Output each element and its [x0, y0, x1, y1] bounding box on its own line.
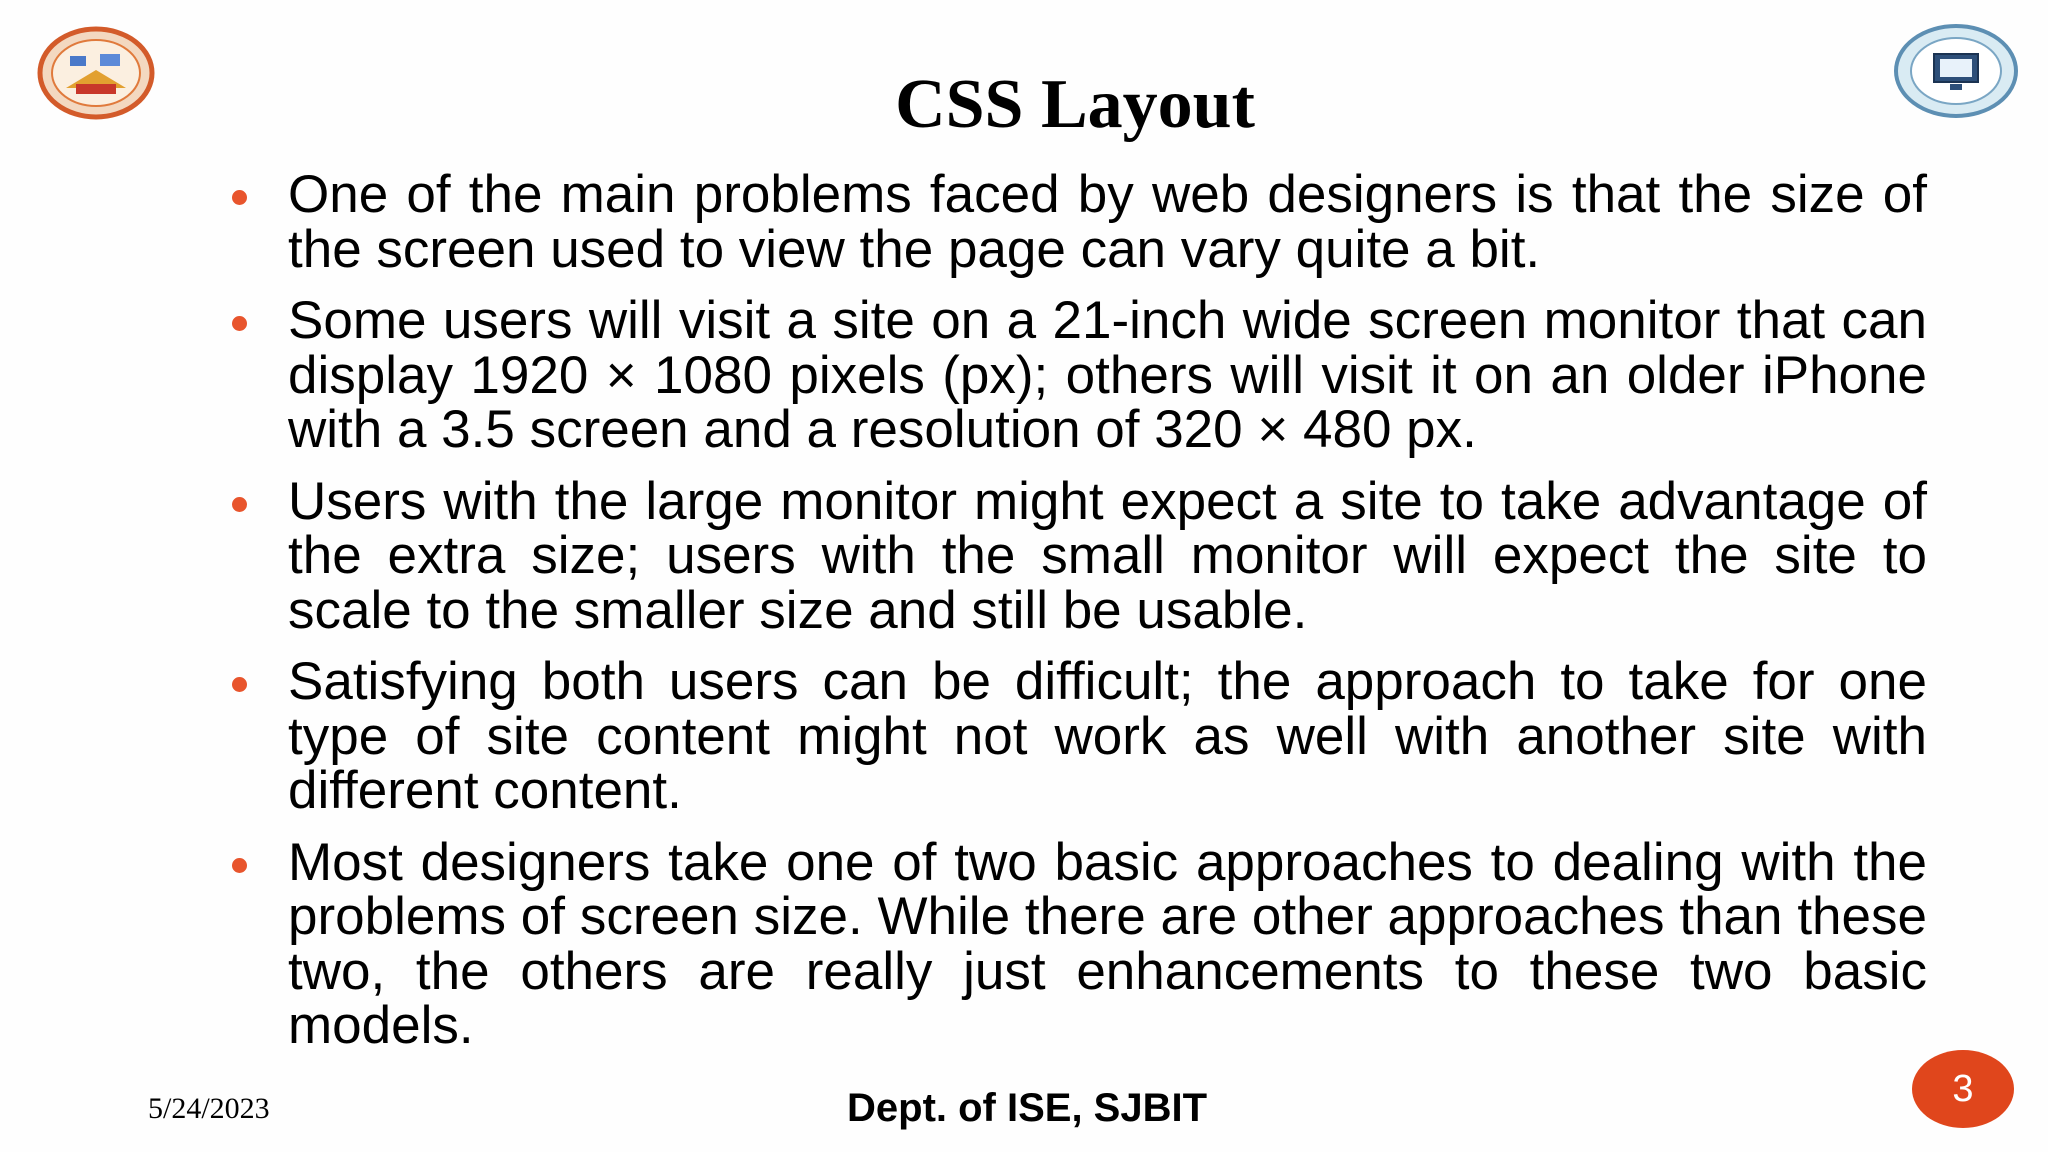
- bullet-text: Users with the large monitor might expect a site to take advantage of the extra size; users with the small monitor will expect the site to scale to the smaller size and still be usable.: [288, 471, 1927, 640]
- bullet-item: [224, 652, 1927, 820]
- bullet-item: [224, 471, 1927, 640]
- bullet-dot-icon: [232, 316, 247, 331]
- bullet-item: [224, 291, 1927, 459]
- bullet-dot-icon: [232, 858, 247, 873]
- bullet-dot-icon: [232, 677, 247, 692]
- bullet-text: Most designers take one of two basic approaches to dealing with the problems of screen size. While there are other approaches than these two, the others are really just enhancements to these two basic models.: [288, 832, 1927, 1055]
- bullet-dot-icon: [232, 497, 247, 512]
- bullet-text: Some users will visit a site on a 21-inch wide screen monitor that can display 1920 × 1080 pixels (px); others will visit it on an older iPhone with a 3.5 screen and a resolution of 320 × 480 px.: [288, 291, 1927, 459]
- bullet-list: [224, 165, 1927, 1071]
- bullet-item: [224, 165, 1927, 279]
- bullet-text: Satisfying both users can be difficult; the approach to take for one type of site content might not work as well with another site with different content.: [288, 652, 1927, 820]
- bullet-dot-icon: [232, 190, 247, 205]
- page-number-badge: 3: [1912, 1050, 2014, 1128]
- bullet-text: One of the main problems faced by web designers is that the size of the screen used to view the page can vary quite a bit.: [288, 165, 1927, 279]
- footer-department: Dept. of ISE, SJBIT: [847, 1086, 1208, 1130]
- footer-date: 5/24/2023: [148, 1092, 270, 1125]
- slide-title: CSS Layout: [895, 66, 1255, 143]
- bullet-item: [224, 832, 1927, 1055]
